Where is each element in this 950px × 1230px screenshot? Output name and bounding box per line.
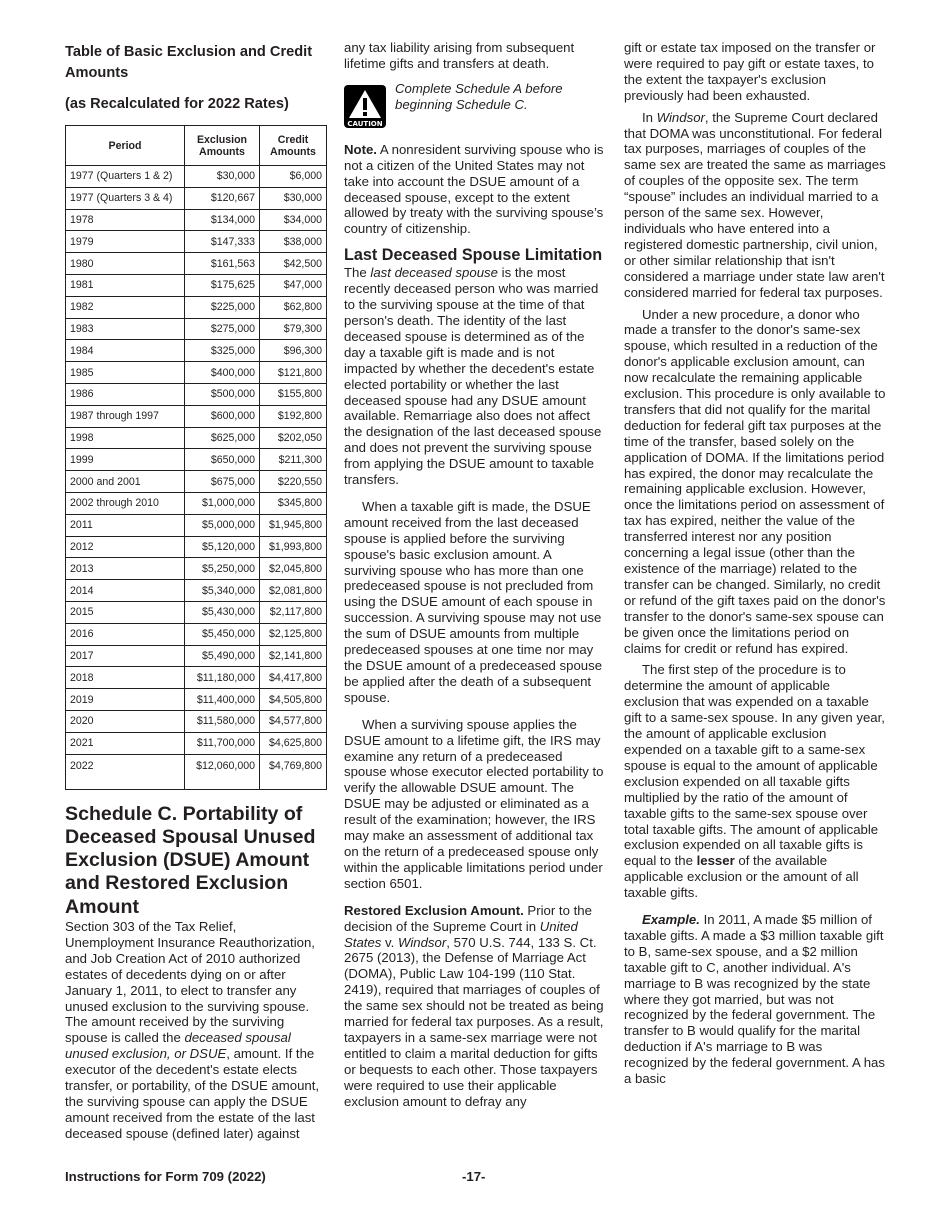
exclusion-cell: $5,450,000 (185, 623, 260, 645)
table-row (66, 732, 327, 754)
text: , 570 U.S. 744, 133 S. Ct. 2675 (2013), the Defense of Marriage Act (DOMA), Public Law 104-199 (110 Stat. 2419), required that marriages of couples of the same sex should not be treated as being married for federal tax purposes. As a result, taxpayers in a same-sex marriage were not entitled to claim a marital deduction for gifts or bequests to each other. Those taxpayers were required to use their applicable exclusion amount to defray any (344, 934, 604, 1109)
table-row (66, 427, 327, 449)
credit-cell: $345,800 (260, 492, 327, 514)
exclusion-cell: $1,000,000 (185, 492, 260, 514)
period-cell: 2016 (66, 623, 185, 645)
table-row (66, 209, 327, 231)
credit-cell: $34,000 (260, 209, 327, 231)
right-column (624, 40, 886, 1087)
emphasis-lesser: lesser (696, 853, 735, 869)
table-row (66, 601, 327, 623)
exclusion-cell: $500,000 (185, 383, 260, 405)
intro-text: Section 303 of the Tax Relief, Unemployment Insurance Reauthorization, and Job Creation Act of 2010 authorized estates of decedents dying on or after January 1, 2011, to elect to transfer any unused exclusion to the surviving spouse. The amount received by the surviving spouse is called the (65, 919, 315, 1046)
period-cell: 2022 (66, 754, 185, 789)
exclusion-cell: $11,180,000 (185, 667, 260, 689)
caution-callout (344, 81, 606, 128)
period-cell: 2018 (66, 667, 185, 689)
exclusion-credit-table (65, 125, 327, 790)
period-cell: 2000 and 2001 (66, 471, 185, 493)
credit-cell: $1,945,800 (260, 514, 327, 536)
exclusion-cell: $650,000 (185, 449, 260, 471)
table-row (66, 536, 327, 558)
period-cell: 1977 (Quarters 1 & 2) (66, 166, 185, 188)
table-row (66, 274, 327, 296)
period-cell: 1979 (66, 231, 185, 253)
period-cell: 2017 (66, 645, 185, 667)
table-row (66, 340, 327, 362)
exclusion-cell: $5,000,000 (185, 514, 260, 536)
table-row (66, 471, 327, 493)
table-row (66, 667, 327, 689)
period-cell: 2013 (66, 558, 185, 580)
text: is the most recently deceased person who was married to the surviving spouse at the time of that person's death. The identity of the last deceased spouse is determined as of the day a taxable gift is made and is not impacted by whether the decedent's estate elected portability or whether the last deceased spouse had any DSUE amount available. Remarriage also does not affect the designation of the last deceased spouse and does not prevent the surviving spouse from applying the DSUE amount to taxable transfers. (344, 265, 602, 488)
exclusion-cell: $161,563 (185, 253, 260, 275)
exclusion-cell: $225,000 (185, 296, 260, 318)
period-cell: 1999 (66, 449, 185, 471)
period-cell: 2015 (66, 601, 185, 623)
table-row (66, 253, 327, 275)
term-last-deceased-spouse: last deceased spouse (370, 265, 498, 281)
note-label: Note. (344, 141, 377, 157)
exclusion-cell: $400,000 (185, 362, 260, 384)
note-text: A nonresident surviving spouse who is not a citizen of the United States may not take into account the DSUE amount of a deceased spouse, except to the extent allowed by treaty with the surviving spouse’s country of citizenship. (344, 141, 604, 237)
period-cell: 1985 (66, 362, 185, 384)
period-cell: 1998 (66, 427, 185, 449)
table-row (66, 405, 327, 427)
exclusion-cell: $147,333 (185, 231, 260, 253)
period-cell: 1982 (66, 296, 185, 318)
header-exclusion: Exclusion Amounts (185, 126, 260, 166)
note-paragraph (344, 142, 606, 237)
table-row (66, 362, 327, 384)
exclusion-cell: $11,700,000 (185, 732, 260, 754)
credit-cell: $42,500 (260, 253, 327, 275)
credit-cell: $1,993,800 (260, 536, 327, 558)
table-body (66, 166, 327, 790)
text: The first step of the procedure is to determine the amount of applicable exclusion that was expended on a taxable gift to a same-sex spouse. In any given year, the amount of applicable exclusion expended on a taxable gift to a same-sex spouse is equal to the amount of applicable exclusion expended on all taxable gifts multiplied by the ratio of the amount of taxable gifts to the same-sex spouse over total taxable gifts. The amount of applicable exclusion expended on all taxable gifts is equal to the (624, 662, 885, 869)
credit-cell: $2,125,800 (260, 623, 327, 645)
table-row (66, 580, 327, 602)
example-label: Example. (642, 912, 700, 928)
exclusion-cell: $625,000 (185, 427, 260, 449)
table-row (66, 231, 327, 253)
period-cell: 1984 (66, 340, 185, 362)
footer-form-title: Instructions for Form 709 (2022) (65, 1169, 266, 1184)
table-row (66, 449, 327, 471)
credit-cell: $2,141,800 (260, 645, 327, 667)
example-text: In 2011, A made $5 million of taxable gifts. A made a $3 million taxable gift to B, same-sex spouse, and a $2 million taxable gift to C, another individual. A's marriage to B was recognized by the state where they got married, but was not recognized by the federal government. The transfer to B would qualify for the marital deduction if A's marriage to B was recognized by the federal government. A has a basic (624, 912, 885, 1087)
header-credit: Credit Amounts (260, 126, 327, 166)
credit-cell: $220,550 (260, 471, 327, 493)
example-paragraph (624, 912, 886, 1087)
period-cell: 2002 through 2010 (66, 492, 185, 514)
credit-cell: $192,800 (260, 405, 327, 427)
period-cell: 2014 (66, 580, 185, 602)
credit-cell: $4,769,800 (260, 754, 327, 789)
credit-cell: $79,300 (260, 318, 327, 340)
exclusion-cell: $5,250,000 (185, 558, 260, 580)
table-row (66, 187, 327, 209)
credit-cell: $30,000 (260, 187, 327, 209)
credit-cell: $202,050 (260, 427, 327, 449)
table-row (66, 623, 327, 645)
exclusion-cell: $11,580,000 (185, 710, 260, 732)
exclusion-cell: $325,000 (185, 340, 260, 362)
period-cell: 2021 (66, 732, 185, 754)
table-row (66, 689, 327, 711)
text: , the Supreme Court declared that DOMA was unconstitutional. For federal tax purposes, marriages of couples of the same sex are treated the same as marriages of couples of the opposite sex. The term “spouse” includes an individual married to a person of the same sex. However, individuals who have entered into a registered domestic partnership, civil union, or other similar relationship that isn't considered a marriage under state law aren't considered married for federal tax purposes. (624, 109, 886, 300)
table-title: Table of Basic Exclusion and Credit Amounts (65, 44, 313, 81)
text: v. (381, 934, 398, 950)
text: The (344, 265, 371, 281)
continuation-text: any tax liability arising from subsequent lifetime gifts and transfers at death. (344, 40, 575, 71)
table-header-row (66, 126, 327, 166)
period-cell: 1987 through 1997 (66, 405, 185, 427)
left-column (65, 40, 327, 1142)
table-row (66, 514, 327, 536)
text: In (642, 109, 657, 125)
middle-column (344, 40, 606, 1109)
period-cell: 1983 (66, 318, 185, 340)
credit-cell: $4,577,800 (260, 710, 327, 732)
credit-cell: $155,800 (260, 383, 327, 405)
exclusion-cell: $275,000 (185, 318, 260, 340)
case-name: United States (344, 918, 578, 950)
period-cell: 1986 (66, 383, 185, 405)
period-cell: 1981 (66, 274, 185, 296)
credit-cell: $6,000 (260, 166, 327, 188)
text: of the available applicable exclusion or the amount of all taxable gifts. (624, 853, 859, 901)
case-name: Windsor (656, 109, 705, 125)
period-cell: 2011 (66, 514, 185, 536)
period-cell: 1980 (66, 253, 185, 275)
exclusion-cell: $5,490,000 (185, 645, 260, 667)
table-row (66, 166, 327, 188)
credit-cell: $47,000 (260, 274, 327, 296)
exclusion-cell: $120,667 (185, 187, 260, 209)
credit-cell: $2,045,800 (260, 558, 327, 580)
exclusion-cell: $12,060,000 (185, 754, 260, 789)
exclusion-cell: $675,000 (185, 471, 260, 493)
schedule-c-heading: Schedule C. Portability of Deceased Spousal Unused Exclusion (DSUE) Amount and Restored Exclusion Amount (65, 802, 316, 918)
schedule-c-intro (65, 919, 327, 1142)
exclusion-cell: $5,120,000 (185, 536, 260, 558)
table-row (66, 296, 327, 318)
table-row (66, 318, 327, 340)
exclusion-cell: $5,340,000 (185, 580, 260, 602)
new-procedure-paragraph: Under a new procedure, a donor who made a transfer to the donor's same-sex spouse, which resulted in a reduction of the donor's applicable exclusion amount, can now recalculate the remaining applicable exclusion. This procedure is only available to transfers that did not qualify for the marital deduction for federal gift tax purposes at the time of the transfer, based solely on the application of DOMA. If the limitations period has expired, the donor may recalculate the remaining applicable exclusion. However, once the limitations period on assessment of tax has expired, neither the value of the transferred interest nor any position concerning a legal issue (other than the existence of the marriage) related to the transfer can be changed. Similarly, no credit or refund of the gift taxes paid on the donor's transfer to the donor's same-sex spouse can be given once the limitations period on claims for credit or refund has expired. (624, 306, 886, 656)
caution-icon (344, 85, 386, 128)
credit-cell: $62,800 (260, 296, 327, 318)
credit-cell: $121,800 (260, 362, 327, 384)
period-cell: 2019 (66, 689, 185, 711)
credit-cell: $96,300 (260, 340, 327, 362)
exclusion-cell: $134,000 (185, 209, 260, 231)
table-row (66, 492, 327, 514)
case-name: Windsor (398, 934, 447, 950)
credit-cell: $4,505,800 (260, 689, 327, 711)
exclusion-cell: $30,000 (185, 166, 260, 188)
credit-cell: $4,417,800 (260, 667, 327, 689)
exclusion-cell: $11,400,000 (185, 689, 260, 711)
first-step-paragraph (624, 662, 886, 901)
last-deceased-spouse-heading: Last Deceased Spouse Limitation (344, 246, 603, 265)
period-cell: 2012 (66, 536, 185, 558)
restored-exclusion-label: Restored Exclusion Amount. (344, 902, 524, 918)
footer-page-number: -17- (462, 1169, 486, 1184)
period-cell: 1977 (Quarters 3 & 4) (66, 187, 185, 209)
table-row (66, 710, 327, 732)
credit-cell: $2,081,800 (260, 580, 327, 602)
period-cell: 2020 (66, 710, 185, 732)
continuation-text: gift or estate tax imposed on the transfer or were required to pay gift or estate taxes, to the extent the taxpayer's exclusion previously had been exhausted. (624, 40, 876, 103)
last-deceased-paragraph-2: When a taxable gift is made, the DSUE amount received from the last deceased spouse is applied before the surviving spouse's basic exclusion amount. A surviving spouse who has more than one predeceased spouse is not precluded from using the DSUE amount of each spouse in succession. A surviving spouse may not use the sum of DSUE amounts from multiple predeceased spouses at one time nor may the DSUE amount of a predeceased spouse be applied after the death of a subsequent spouse. (344, 498, 603, 705)
table-row (66, 383, 327, 405)
exclusion-cell: $175,625 (185, 274, 260, 296)
credit-cell: $38,000 (260, 231, 327, 253)
windsor-paragraph (624, 110, 886, 301)
credit-cell: $211,300 (260, 449, 327, 471)
text: Prior to the decision of the Supreme Court in (344, 902, 592, 934)
intro-term-dsue: deceased spousal unused exclusion, or DSUE (65, 1030, 291, 1062)
last-deceased-paragraph-3: When a surviving spouse applies the DSUE amount to a lifetime gift, the IRS may examine any return of a predeceased spouse whose executor elected portability to verify the allowable DSUE amount. The DSUE may be adjusted or eliminated as a result of the examination; however, the IRS may make an assessment of additional tax on the return of a predeceased spouse only within the applicable limitations period under section 6501. (344, 716, 604, 891)
restored-exclusion-paragraph (344, 903, 606, 1110)
table-row (66, 754, 327, 789)
caution-text: Complete Schedule A before beginning Schedule C. (395, 80, 563, 112)
table-row (66, 645, 327, 667)
header-period: Period (66, 126, 185, 166)
period-cell: 1978 (66, 209, 185, 231)
table-subtitle: (as Recalculated for 2022 Rates) (65, 96, 289, 112)
caution-icon-label: CAUTION (347, 119, 383, 128)
credit-cell: $2,117,800 (260, 601, 327, 623)
exclusion-cell: $600,000 (185, 405, 260, 427)
last-deceased-paragraph-1 (344, 265, 606, 488)
intro-text-cont: , amount. If the executor of the decedent's estate elects transfer, or portability, of the DSUE amount, the surviving spouse can apply the DSUE amount received from the estate of the last deceased spouse (defined later) against (65, 1046, 320, 1141)
exclusion-cell: $5,430,000 (185, 601, 260, 623)
credit-cell: $4,625,800 (260, 732, 327, 754)
table-row (66, 558, 327, 580)
